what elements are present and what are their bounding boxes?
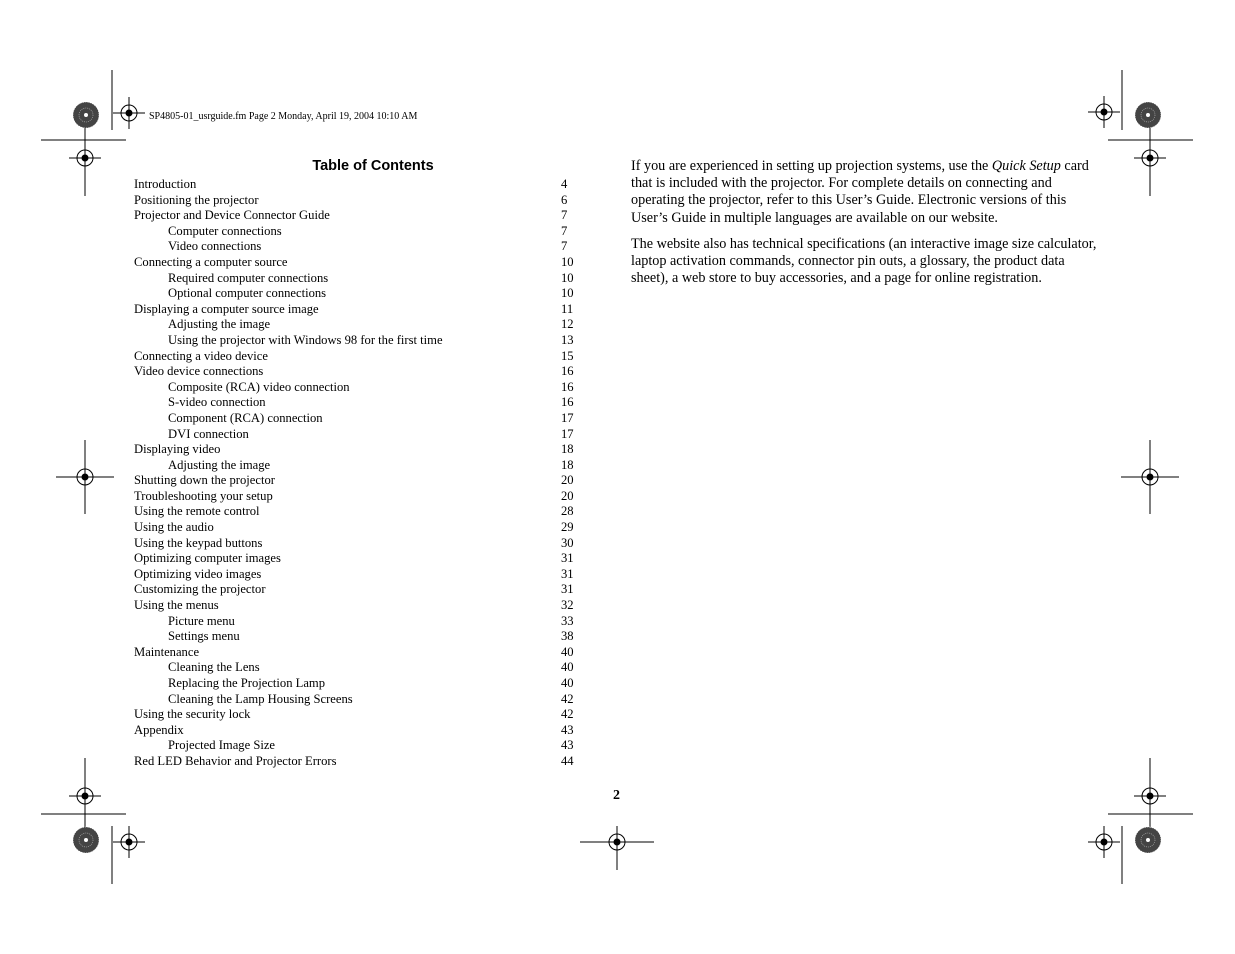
toc-entry-page: 13: [561, 332, 574, 347]
toc-entry-page: 31: [561, 551, 574, 566]
toc-entry-title: Using the audio: [134, 520, 214, 535]
toc-entry-page: 42: [561, 707, 574, 722]
toc-entry-title: DVI connection: [168, 426, 249, 441]
toc-entry[interactable]: [134, 239, 584, 255]
toc-entry-title: Shutting down the projector: [134, 473, 275, 488]
toc-entry-page: 17: [561, 426, 574, 441]
toc-entry-page: 7: [561, 208, 568, 223]
intro-text: [631, 158, 1103, 296]
toc-entry-page: 16: [561, 379, 574, 394]
toc-entry-page: 10: [561, 254, 574, 269]
toc-entry-title: Maintenance: [134, 644, 200, 659]
toc-entry-page: 43: [561, 722, 574, 737]
toc-entry-title: Using the keypad buttons: [134, 535, 263, 550]
toc-entry[interactable]: [134, 707, 584, 723]
toc-entry-page: 20: [561, 473, 574, 488]
toc-entry-title: S-video connection: [168, 395, 266, 410]
toc-entry-title: Picture menu: [168, 613, 235, 628]
toc-entry[interactable]: [134, 489, 584, 505]
toc-entry-title: Video device connections: [134, 364, 264, 379]
toc-entry-page: 10: [561, 286, 574, 301]
toc-entry[interactable]: [134, 427, 584, 443]
toc-entry[interactable]: [134, 582, 584, 598]
page-number: 2: [613, 788, 620, 803]
toc-entry[interactable]: [134, 317, 584, 333]
toc-entry[interactable]: [134, 629, 584, 645]
toc-entry-title: Connecting a video device: [134, 348, 268, 363]
toc-entry-title: Adjusting the image: [168, 317, 271, 332]
toc-entry-page: 32: [561, 598, 574, 613]
toc-entry-page: 15: [561, 348, 574, 363]
toc-entry[interactable]: [134, 286, 584, 302]
toc-entry-title: Using the projector with Windows 98 for the first time: [168, 332, 443, 347]
toc-entry-title: Settings menu: [168, 629, 240, 644]
toc-entry[interactable]: [134, 645, 584, 661]
toc-entry-page: 18: [561, 442, 574, 457]
toc-entry-page: 31: [561, 566, 574, 581]
toc-entry-title: Adjusting the image: [168, 457, 271, 472]
toc-entry-page: 42: [561, 691, 574, 706]
toc-entry[interactable]: [134, 380, 584, 396]
toc-entry[interactable]: [134, 536, 584, 552]
toc-entry[interactable]: [134, 754, 584, 770]
toc-entry-page: 12: [561, 317, 574, 332]
toc-entry-title: Computer connections: [168, 223, 282, 238]
toc-entry-title: Connecting a computer source: [134, 254, 288, 269]
toc-entry[interactable]: [134, 692, 584, 708]
toc-entry-title: Displaying video: [134, 442, 221, 457]
toc-entry[interactable]: [134, 458, 584, 474]
toc-entry[interactable]: [134, 302, 584, 318]
toc-entry-title: Customizing the projector: [134, 582, 266, 597]
toc-entry[interactable]: [134, 193, 584, 209]
paragraph-text: card that is included with the projector. For complete details on connecting and operating the projector, refer to this User’s Guide. Electronic versions of this User’s Guide in multiple languages are available on our website.: [631, 158, 1089, 226]
toc-title: Table of Contents: [312, 158, 434, 174]
toc-entry-page: 7: [561, 239, 568, 254]
toc-entry[interactable]: [134, 177, 584, 193]
toc-entry[interactable]: [134, 520, 584, 536]
toc-entry[interactable]: [134, 738, 584, 754]
toc-entry[interactable]: [134, 551, 584, 567]
toc-entry-page: 11: [561, 301, 574, 316]
toc-entry-page: 18: [561, 457, 574, 472]
toc-entry[interactable]: [134, 442, 584, 458]
toc-entry-title: Using the security lock: [134, 707, 251, 722]
toc-entry-title: Using the remote control: [134, 504, 260, 519]
toc-entry-title: Required computer connections: [168, 270, 329, 285]
toc-entry[interactable]: [134, 349, 584, 365]
toc-entry-title: Video connections: [168, 239, 262, 254]
toc-entry-title: Red LED Behavior and Projector Errors: [134, 753, 337, 768]
toc-entry[interactable]: [134, 364, 584, 380]
toc-entry-title: Positioning the projector: [134, 192, 259, 207]
toc-entry[interactable]: [134, 271, 584, 287]
toc-entry-page: 7: [561, 223, 568, 238]
toc-entry[interactable]: [134, 660, 584, 676]
toc-entry[interactable]: [134, 255, 584, 271]
quick-setup-title: Quick Setup: [991, 158, 1061, 174]
toc-entry[interactable]: [134, 395, 584, 411]
toc-entry[interactable]: [134, 208, 584, 224]
paragraph-text: If you are experienced in setting up projection systems, use the: [631, 158, 992, 174]
toc-entry-page: 30: [561, 535, 574, 550]
toc-entry-title: Optimizing computer images: [134, 551, 281, 566]
toc-entry-page: 10: [561, 270, 574, 285]
toc-entry-title: Composite (RCA) video connection: [168, 379, 350, 394]
toc-entry[interactable]: [134, 333, 584, 349]
toc-entry-title: Component (RCA) connection: [168, 410, 323, 425]
toc-entry-title: Displaying a computer source image: [134, 301, 319, 316]
toc-entry-page: 44: [561, 753, 574, 768]
toc-entry[interactable]: [134, 614, 584, 630]
toc-entry-title: Appendix: [134, 722, 184, 737]
toc-entry-page: 6: [561, 192, 568, 207]
toc-entry[interactable]: [134, 224, 584, 240]
toc-entry-page: 29: [561, 520, 574, 535]
file-slug: SP4805-01_usrguide.fm Page 2 Monday, April 19, 2004 10:10 AM: [149, 111, 418, 122]
toc-entry[interactable]: [134, 504, 584, 520]
toc-entry[interactable]: [134, 473, 584, 489]
paragraph-quick-setup: [631, 158, 1103, 227]
toc-entry-title: Replacing the Projection Lamp: [168, 676, 326, 690]
table-of-contents: [134, 177, 584, 770]
toc-entry-page: 31: [561, 582, 574, 597]
toc-entry-title: Using the menus: [134, 598, 219, 613]
toc-entry[interactable]: [134, 411, 584, 427]
toc-entry-page: 17: [561, 410, 574, 425]
toc-entry-title: Optional computer connections: [168, 286, 327, 301]
toc-entry-page: 33: [561, 613, 574, 628]
toc-entry-title: Projector and Device Connector Guide: [134, 208, 330, 223]
toc-entry[interactable]: [134, 676, 584, 692]
toc-entry-page: 16: [561, 364, 574, 379]
toc-entry-page: 28: [561, 504, 574, 519]
toc-entry-title: Optimizing video images: [134, 566, 262, 581]
toc-entry-page: 38: [561, 629, 574, 644]
toc-entry-title: Cleaning the Lens: [168, 660, 260, 675]
toc-entry-title: Introduction: [134, 177, 197, 191]
toc-entry-title: Troubleshooting your setup: [134, 488, 273, 503]
toc-entry-page: 16: [561, 395, 574, 410]
toc-entry-title: Cleaning the Lamp Housing Screens: [168, 691, 353, 706]
toc-entry[interactable]: [134, 723, 584, 739]
toc-entry[interactable]: [134, 598, 584, 614]
toc-entry-page: 40: [561, 660, 574, 675]
toc-entry-page: 4: [561, 177, 568, 191]
toc-entry-page: 20: [561, 488, 574, 503]
toc-entry[interactable]: [134, 567, 584, 583]
toc-entry-page: 40: [561, 644, 574, 659]
toc-entry-title: Projected Image Size: [168, 738, 276, 753]
toc-entry-page: 40: [561, 676, 574, 690]
paragraph-website: The website also has technical specifications (an interactive image size calculator, laptop activation commands, connector pin outs, a glossary, the product data sheet), a web store to buy accessories, and a page for online registration.: [631, 235, 1097, 287]
toc-entry-page: 43: [561, 738, 574, 753]
